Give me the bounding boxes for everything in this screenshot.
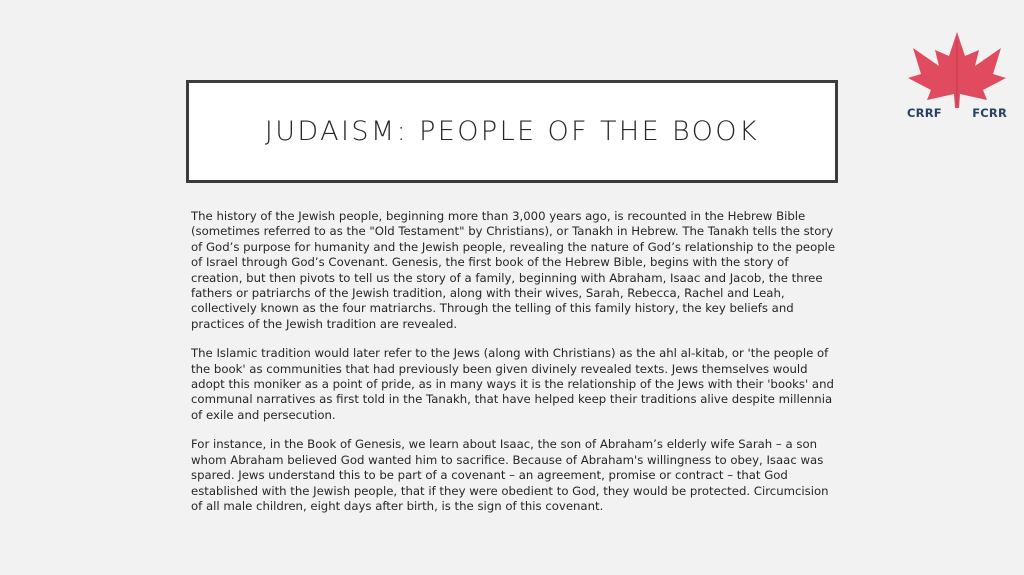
title-box: [186, 80, 838, 183]
paragraph-3: For instance, in the Book of Genesis, we learn about Isaac, the son of Abraham’s elderly wife Sarah – a son whom Abraham believed God wanted him to sacrifice. Because of Abraham's willingness to obey, Isaac was spared. Jews understand this to be part of a covenant – an agreement, promise or contract – that God established with the Jewish people, that if they were obedient to God, they would be protected. Circumcision of all male children, eight days after birth, is the sign of this covenant.: [191, 437, 829, 513]
logo-text-fcrr: FCRR: [972, 106, 1007, 120]
slide-title: JUDAISM: PEOPLE OF THE BOOK: [264, 116, 760, 147]
logo-text-row: [907, 106, 1007, 120]
body-text: [191, 209, 841, 528]
logo-text-crrf: CRRF: [907, 106, 942, 120]
crrf-fcrr-logo: [907, 30, 1007, 122]
maple-leaf-icon: [907, 30, 1007, 108]
paragraph-2: The Islamic tradition would later refer to the Jews (along with Christians) as the ahl al-kitab, or 'the people of the book' as communities that had previously been given divinely revealed texts. Jews themselves would adopt this moniker as a point of pride, as in many ways it is the relationship of the Jews with their 'books' and communal narratives as first told in the Tanakh, that have helped keep their traditions alive despite millennia of exile and persecution.: [191, 346, 834, 422]
paragraph-1: The history of the Jewish people, beginning more than 3,000 years ago, is recounted in the Hebrew Bible (sometimes referred to as the "Old Testament" by Christians), or Tanakh in Hebrew. The Tanakh tells the story of God’s purpose for humanity and the Jewish people, revealing the nature of God’s relationship to the people of Israel through God’s Covenant. Genesis, the first book of the Hebrew Bible, begins with the story of creation, but then pivots to tell us the story of a family, beginning with Abraham, Isaac and Jacob, the three fathers or patriarchs of the Jewish tradition, along with their wives, Sarah, Rebecca, Rachel and Leah, collectively known as the four matriarchs. Through the telling of this family history, the key beliefs and practices of the Jewish tradition are revealed.: [191, 209, 836, 331]
